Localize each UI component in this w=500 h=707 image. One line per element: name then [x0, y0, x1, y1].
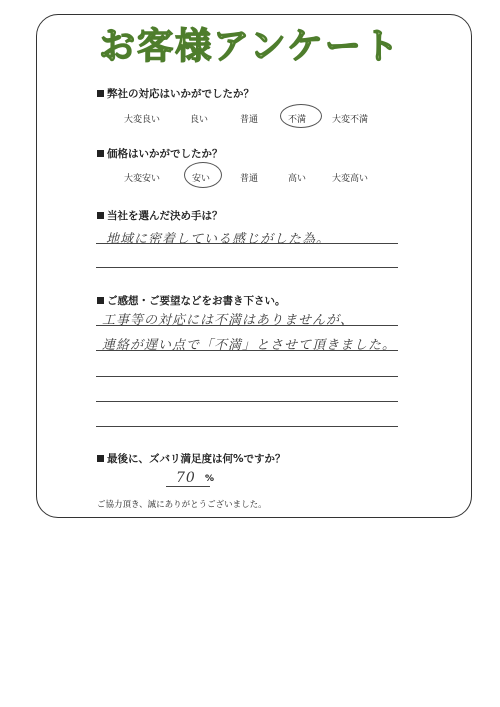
q4-answer-line-3: [96, 376, 398, 377]
question-3-label: 当社を選んだ決め手は？: [107, 210, 223, 222]
square-bullet-icon: [97, 90, 104, 97]
question-2-label: 価格はいかがでしたか？: [107, 148, 223, 160]
q1-option-5[interactable]: 大変不満: [332, 115, 369, 125]
q2-option-3[interactable]: 普通: [240, 174, 259, 184]
square-bullet-icon: [97, 455, 104, 462]
q1-option-4[interactable]: 不満: [288, 115, 307, 125]
question-4: [97, 293, 286, 308]
q3-answer-line-1: [96, 243, 398, 244]
question-5: [97, 451, 286, 466]
question-5-label: 最後に、ズバリ満足度は何%ですか？: [107, 453, 286, 465]
q1-option-2[interactable]: 良い: [190, 115, 209, 125]
q5-percent-unit: %: [205, 474, 215, 484]
q3-handwritten-answer: 地域に密着している感じがした為。: [106, 232, 331, 247]
q1-option-1[interactable]: 大変良い: [124, 115, 161, 125]
q4-handwritten-line-2: 連絡が遅い点で「不満」とさせて頂きました。: [102, 338, 397, 353]
q1-option-3[interactable]: 普通: [240, 115, 259, 125]
question-1-label: 弊社の対応はいかがでしたか？: [107, 88, 254, 100]
q4-answer-line-1: [96, 325, 398, 326]
question-1: [97, 86, 254, 101]
question-2: [97, 146, 223, 161]
q4-answer-line-4: [96, 401, 398, 402]
q4-answer-line-5: [96, 426, 398, 427]
square-bullet-icon: [97, 150, 104, 157]
q5-handwritten-percent: 70: [176, 470, 196, 486]
q2-option-2[interactable]: 安い: [192, 174, 211, 184]
q2-option-5[interactable]: 大変高い: [332, 174, 369, 184]
question-4-label: ご感想・ご要望などをお書き下さい。: [107, 295, 286, 307]
question-1-options: [110, 112, 400, 130]
q4-answer-line-2: [96, 350, 398, 351]
q2-option-4[interactable]: 高い: [288, 174, 307, 184]
thank-you-note: ご協力頂き、誠にありがとうございました。: [97, 500, 267, 510]
square-bullet-icon: [97, 212, 104, 219]
q5-answer-underline: [166, 486, 210, 487]
question-2-options: [110, 171, 400, 189]
q4-handwritten-line-1: 工事等の対応には不満はありませんが、: [102, 313, 355, 328]
form-title: お客様アンケート: [99, 26, 401, 67]
q3-answer-line-2: [96, 267, 398, 268]
q1-selection-circle: [280, 104, 322, 128]
q2-selection-circle: [184, 162, 222, 188]
square-bullet-icon: [97, 297, 104, 304]
question-3: [97, 208, 223, 223]
q2-option-1[interactable]: 大変安い: [124, 174, 161, 184]
